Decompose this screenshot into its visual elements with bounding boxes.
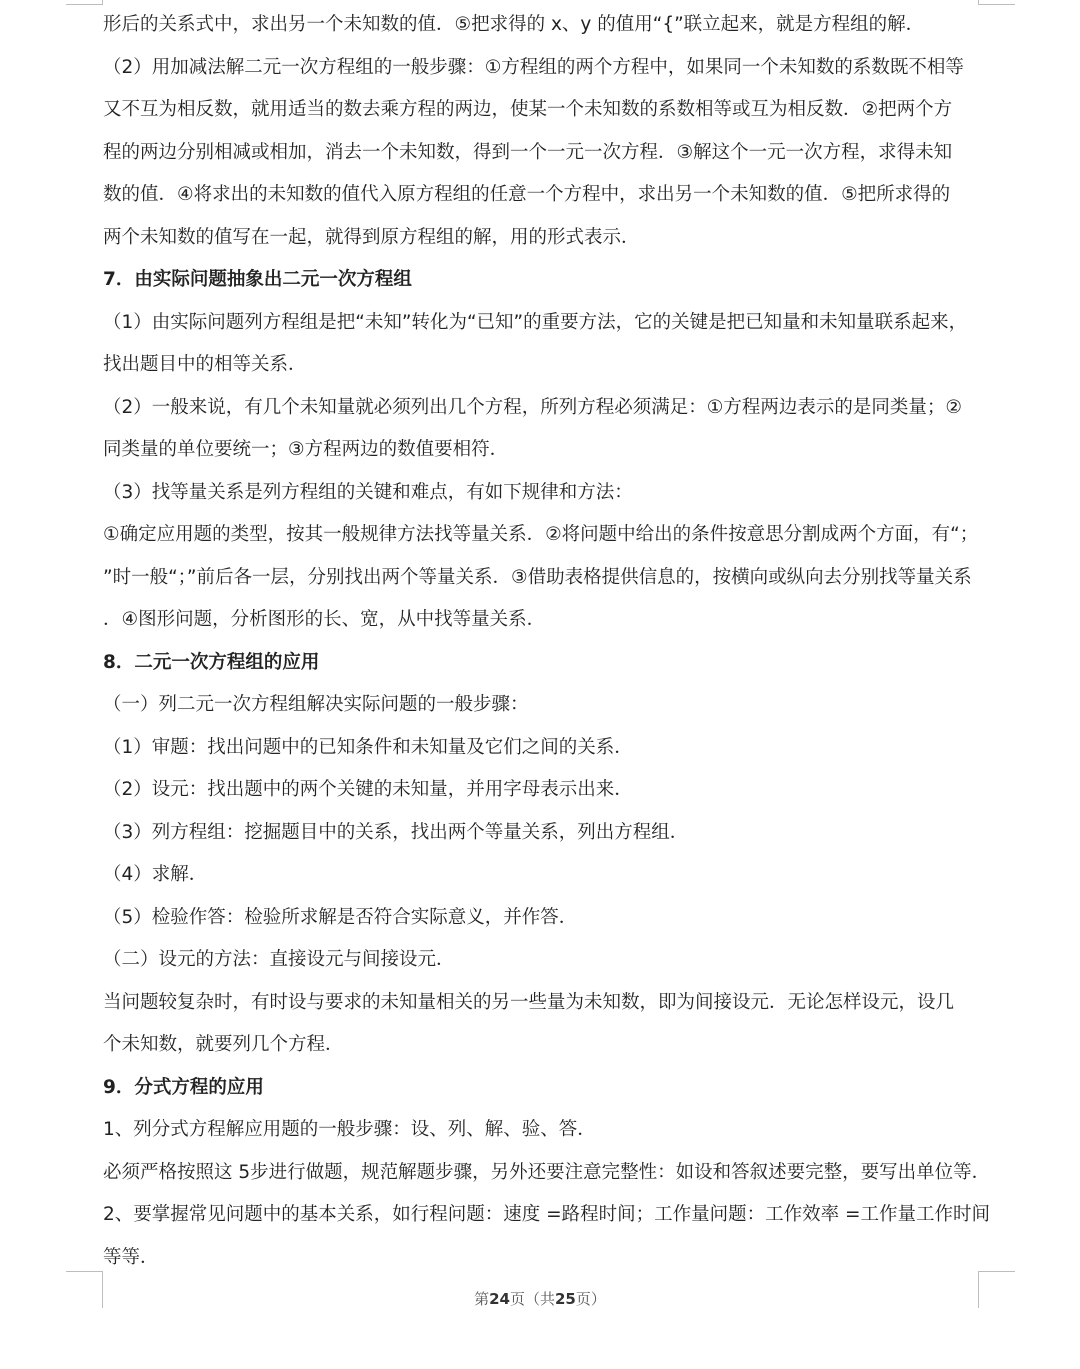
body-line: （3）找等量关系是列方程组的关键和难点，有如下规律和方法： <box>103 481 633 503</box>
total-page-count: 25 <box>555 1290 576 1308</box>
body-line: （二）设元的方法：直接设元与间接设元． <box>103 949 455 970</box>
body-line: ”时一般“；”前后各一层，分别找出两个等量关系．③借助表格提供信息的，按横向或纵向去分别找等量关系 <box>103 566 972 588</box>
body-line: 找出题目中的相等关系． <box>103 354 307 375</box>
body-line: 当问题较复杂时，有时设与要求的未知量相关的另一些量为未知数，即为间接设元．无论怎样设元，设几 <box>103 991 955 1013</box>
body-line: 1、列分式方程解应用题的一般步骤：设、列、解、验、答． <box>103 1119 596 1140</box>
body-line: （4）求解． <box>103 864 208 885</box>
body-line: 两个未知数的值写在一起，就得到原方程组的解，用的形式表示． <box>103 226 640 248</box>
current-page-number: 24 <box>489 1290 510 1308</box>
section-heading: 9．分式方程的应用 <box>103 1076 264 1098</box>
page-number-footer <box>0 1288 1080 1309</box>
body-line: ①确定应用题的类型，按其一般规律方法找等量关系．②将问题中给出的条件按意思分割成两个方面，有“； <box>103 524 979 545</box>
body-line: （3）列方程组：挖掘题目中的关系，找出两个等量关系，列出方程组． <box>103 821 689 843</box>
section-heading: 8．二元一次方程组的应用 <box>103 651 320 673</box>
body-line: （一）列二元一次方程组解决实际问题的一般步骤： <box>103 694 529 715</box>
body-line: 形后的关系式中，求出另一个未知数的值．⑤把求得的 x、y 的值用“{”联立起来，就是方程组的解． <box>103 14 925 35</box>
body-line: （2）用加减法解二元一次方程组的一般步骤：①方程组的两个方程中，如果同一个未知数的系数既不相等 <box>103 56 964 78</box>
body-line: 数的值．④将求出的未知数的值代入原方程组的任意一个方程中，求出另一个未知数的值．⑤把所求得的 <box>103 184 951 205</box>
section-heading: 7．由实际问题抽象出二元一次方程组 <box>103 269 412 290</box>
body-line: （1）由实际问题列方程组是把“未知”转化为“已知”的重要方法，它的关键是把已知量和未知量联系起来， <box>103 311 968 333</box>
body-line: 又不互为相反数，就用适当的数去乘方程的两边，使某一个未知数的系数相等或互为相反数．②把两个方 <box>103 99 953 120</box>
body-line: （2）一般来说，有几个未知量就必须列出几个方程，所列方程必须满足：①方程两边表示的是同类量；② <box>103 396 962 418</box>
body-line: 等等． <box>103 1246 159 1268</box>
body-line: ．④图形问题，分析图形的长、宽，从中找等量关系． <box>103 609 546 630</box>
body-line: 程的两边分别相减或相加，消去一个未知数，得到一个一元一次方程．③解这个一元一次方程，求得未知 <box>103 141 953 163</box>
footer-prefix: 第 <box>474 1290 490 1308</box>
body-line: （2）设元：找出题中的两个关键的未知量，并用字母表示出来． <box>103 779 633 800</box>
footer-suffix: 页） <box>575 1290 606 1308</box>
body-line: 2、要掌握常见问题中的基本关系，如行程问题：速度 =路程时间；工作量问题：工作效率 =工作量工作时间 <box>103 1204 991 1225</box>
body-line: 个未知数，就要列几个方程． <box>103 1034 344 1055</box>
body-line: （5）检验作答：检验所求解是否符合实际意义，并作答． <box>103 906 578 928</box>
footer-middle: 页（共 <box>509 1290 555 1308</box>
document-body <box>103 4 1003 1279</box>
body-line: 同类量的单位要统一；③方程两边的数值要相符． <box>103 439 509 460</box>
page-corner-mark-top-left <box>66 0 103 5</box>
body-line: 必须严格按照这 5步进行做题，规范解题步骤，另外还要注意完整性：如设和答叙述要完整，要写出单位等． <box>103 1161 991 1183</box>
body-line: （1）审题：找出问题中的已知条件和未知量及它们之间的关系． <box>103 736 633 758</box>
